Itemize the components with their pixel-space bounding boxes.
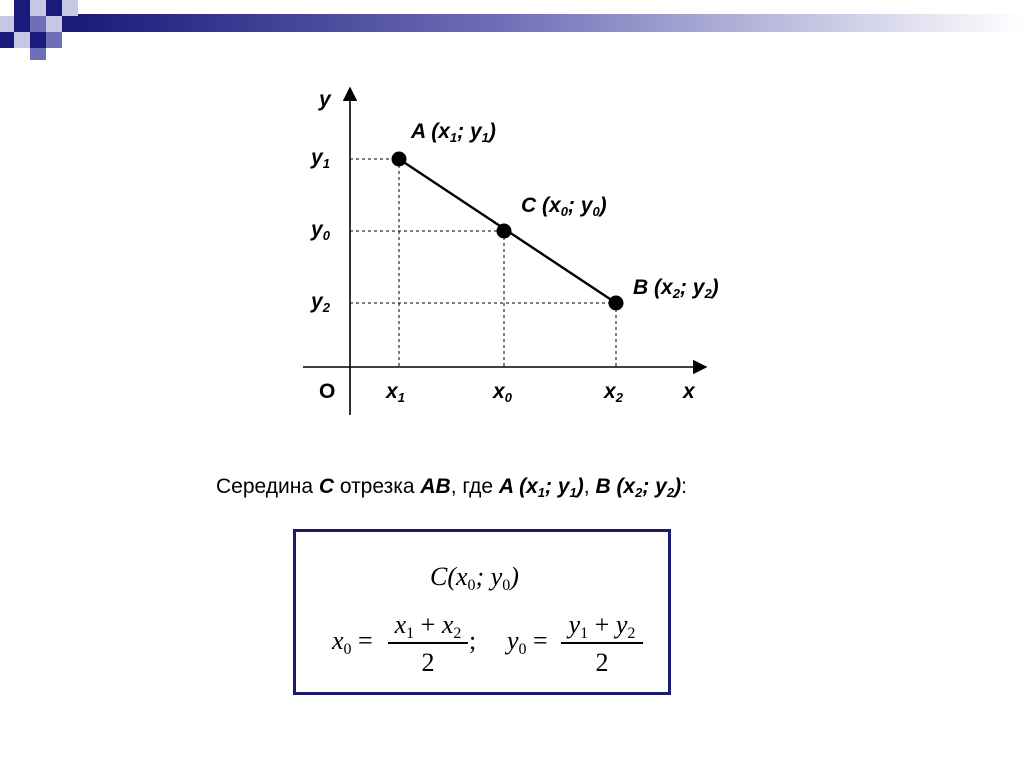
tick-x0-label: $x_0$ <box>493 380 512 405</box>
point-c-label: C ($x_0$; $y_0$) <box>521 194 607 219</box>
tick-y1-label: $y_1$ <box>311 146 330 171</box>
tick-x1-label: $x_1$ <box>386 380 405 405</box>
formula-midpoint-point: $C(x_0$; $y_0$) <box>430 562 519 594</box>
point-b <box>609 296 624 311</box>
formula-x0-fraction: $x_1 + x_2$ 2 <box>388 610 468 678</box>
point-b-label: B ($x_2$; $y_2$) <box>633 276 719 301</box>
formula-y0-fraction: $y_1 + y_2$ 2 <box>561 610 643 678</box>
origin-label: O <box>319 380 336 403</box>
axis-y-label: y <box>319 88 331 111</box>
midpoint-formula-box <box>293 529 671 695</box>
point-a <box>392 152 407 167</box>
axis-x-label: x <box>683 380 695 403</box>
tick-y0-label: $y_0$ <box>311 218 330 243</box>
tick-x2-label: $x_2$ <box>604 380 623 405</box>
midpoint-caption: Середина C отрезка AB, где A ($x_1$; $y_1$), B ($x_2$; $y_2$): <box>216 475 687 500</box>
tick-y2-label: $y_2$ <box>311 290 330 315</box>
point-c <box>497 224 512 239</box>
point-a-label: A ($x_1$; $y_1$) <box>411 120 496 145</box>
formula-semicolon: ; <box>469 626 477 655</box>
formula-y0-lhs: $y_0$ = <box>507 626 548 658</box>
formula-x0-lhs: $x_0$ = <box>332 626 373 658</box>
